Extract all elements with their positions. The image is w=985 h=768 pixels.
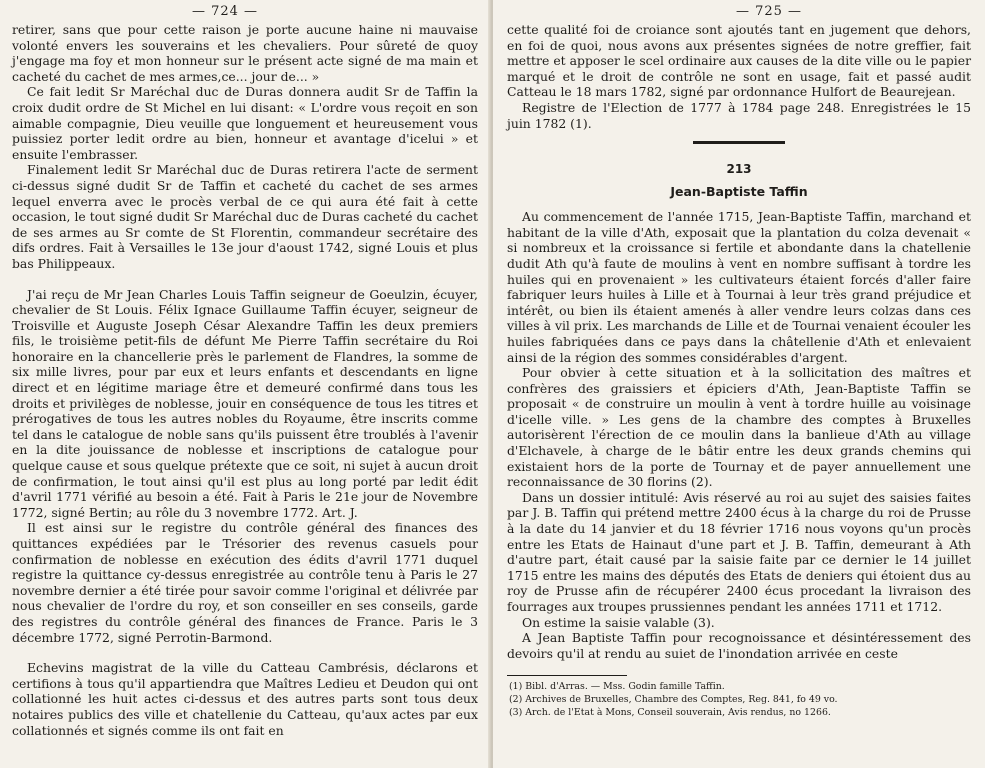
- paragraph: J'ai reçu de Mr Jean Charles Louis Taffin seigneur de Goeulzin, écuyer, chevalier de St Louis. Félix Ignace Guillaume Taffin écuyer, seigneur de Troisville et Auguste Joseph César Alexandre Taffin les deux premiers fils, le troisième petit-fils de défunt Me Pierre Taffin secrétaire du Roi honoraire en la chancellerie près le parlement de Flandres, la somme de six mille livres, pour par eux et leurs enfants et descendants en ligne direct et en légitime mariage être et demeuré confirmé dans tous les droits et privilèges de noblesse, jouir en conséquence de tous les titres et prérogatives de tous les autres nobles du Royaume, être inscrits comme tel dans le catalogue de noble sans qu'ils puissent être troublés à l'avenir en la dite jouissance de noblesse et inscriptions de catalogue pour quelque cause et sous quelque prétexte que ce soit, ni sujet à aucun droit de confirmation, le tout ainsi qu'il est plus au long porté par ledit édit d'avril 1771 vérifié au besoin a été. Fait à Paris le 21e jour de Novembre 1772, signé Bertin; au rôle du 3 novembre 1772. Art. J.: [12, 286, 478, 520]
- footnote: (3) Arch. de l'Etat à Mons, Conseil souverain, Avis rendus, no 1266.: [509, 707, 831, 719]
- paragraph: On estime la saisie valable (3).: [522, 614, 715, 630]
- page-number: — 724 —: [191, 4, 259, 19]
- page-number: — 725 —: [735, 4, 803, 19]
- paragraph: Pour obvier à cette situation et à la sollicitation des maîtres et confrères des graissiers et épiciers d'Ath, Jean-Baptiste Taffin se proposait « de construire un moulin à vent à tordre huille au voisinage d'icelle ville. » Les gens de la chambre des comptes à Bruxelles autorisèrent l'érection de ce moulin dans la banlieue d'Ath au village d'Elchavele, à charge de le bâtir entre les deux grands chemins qui existaient hors de la porte de Tournay et de payer annuellement une reconnaissance de 30 florins (2).: [507, 365, 971, 490]
- footnote: (2) Archives de Bruxelles, Chambre des Comptes, Reg. 841, fo 49 vo.: [509, 694, 838, 706]
- section-title: Jean-Baptiste Taffin: [670, 184, 808, 200]
- paragraph: A Jean Baptiste Taffin pour recognoissance et désintéressement des devoirs qu'il at rendu au suiet de l'inondation arrivée en ceste: [507, 630, 971, 661]
- paragraph: Dans un dossier intitulé: Avis réservé au roi au sujet des saisies faites par J. B. Taffin qui prétend mettre 2400 écus à la charge du roi de Prusse à la date du 14 janvier et du 18 février 1716 nous voyons qu'un procès entre les Etats de Hainaut d'une part et J. B. Taffin, demeurant à Ath d'autre part, était causé par la saisie faite par ce dernier le 14 juillet 1715 entre les mains des députés des Etats de deniers qui étoient dus au roy de Prusse afin de récupérer 2400 écus procedant la livraison des fourrages aux troupes prussiennes pendant les années 1711 et 1712.: [507, 489, 971, 614]
- paragraph: cette qualité foi de croiance sont ajoutés tant en jugement que dehors, en foi de quoi, nous avons aux présentes signées de notre greffier, fait mettre et apposer le scel ordinaire aux causes de la dite ville ou le papier marqué et le droit de contrôle ne sont en usage, fait et passé audit Catteau le 18 mars 1782, signé par ordonnance Hulfort de Beaurejean.: [507, 22, 971, 100]
- paragraph: Ce fait ledit Sr Maréchal duc de Duras donnera audit Sr de Taffin la croix dudit ordre de St Michel en lui disant: « L'ordre vous reçoit en son aimable compagnie, Dieu veuille que longuement et heureusement vous puissiez porter ledit ordre au bien, honneur et avantage d'icelui » et ensuite l'embrasser.: [12, 84, 478, 162]
- paragraph: Il est ainsi sur le registre du contrôle général des finances des quittances expédiées par le Trésorier des revenus casuels pour confirmation de noblesse en exécution des édits d'avril 1771 duquel registre la quittance cy-dessus enregistrée au contrôle tenu à Paris le 27 novembre dernier a été tirée pour savoir comme l'original et délivrée par nous chevalier de l'ordre du roy, et son conseiller en ses conseils, garde des registres du contrôle général des finances de France. Paris le 3 décembre 1772, signé Perrotin-Barmond.: [12, 520, 478, 645]
- footnote-rule: [507, 675, 627, 676]
- left-page: [0, 0, 490, 768]
- footnote: (1) Bibl. d'Arras. — Mss. Godin famille Taffin.: [509, 681, 725, 693]
- paragraph: Registre de l'Election de 1777 à 1784 page 248. Enregistrées le 15 juin 1782 (1).: [507, 99, 971, 131]
- paragraph: Echevins magistrat de la ville du Catteau Cambrésis, déclarons et certifions à tous qu'il appartiendra que Maîtres Ledieu et Deudon qui ont collationné les huit actes ci-dessus et des autres parts sont tous deux notaires publics des ville et chatellenie du Catteau, qu'aux actes par eux collationnés et signés comme ils ont fait en: [12, 660, 478, 738]
- section-number: 213: [726, 162, 752, 177]
- paragraph: Finalement ledit Sr Maréchal duc de Duras retirera l'acte de serment ci-dessus signé dudit Sr de Taffin et cacheté du cachet de ses armes lequel enverra avec le procès verbal de ce qui aura été fait à cette occasion, le tout signé dudit Sr Maréchal duc de Duras cacheté du cachet de ses armes au Sr comte de St Florentin, commandeur secrétaire des difs ordres. Fait à Versailles le 13e jour d'aoust 1742, signé Louis et plus bas Philippeaux.: [12, 162, 478, 271]
- paragraph: Au commencement de l'année 1715, Jean-Baptiste Taffin, marchand et habitant de la ville d'Ath, exposait que la plantation du colza devenait « si nombreux et la croissance si fertile et abondante dans la chatellenie dudit Ath qu'à faute de moulins à vent en nombre suffisant à tordre les huiles qui en provenaient » les cultivateurs étaient forcés d'aller faire fabriquer leurs huiles à Lille et à Tournai à leur très grand préjudice et intérêt, ou bien ils étaient amenés à aller vendre leurs colzas dans ces villes à vil prix. Les marchands de Lille et de Tournai venaient écouler les huiles fabriquées dans ce pays dans la châtellenie d'Ath et enlevaient ainsi de la région des sommes considérables d'argent.: [507, 209, 971, 365]
- paragraph: retirer, sans que pour cette raison je porte aucune haine ni mauvaise volonté envers les souverains et les chevaliers. Pour sûreté de quoy j'engage ma foy et mon honneur sur le présent acte signé de ma main et cacheté du cachet de mes armes,ce... jour de... »: [12, 22, 478, 84]
- right-page: [493, 0, 985, 768]
- section-divider: [693, 141, 785, 144]
